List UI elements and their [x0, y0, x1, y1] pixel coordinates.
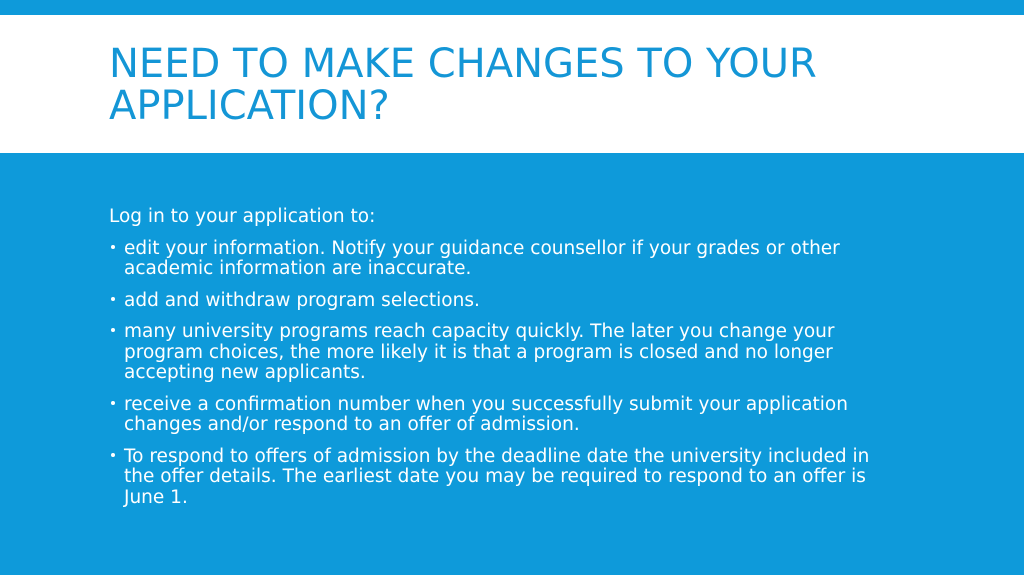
bullet-dot-icon	[111, 453, 115, 457]
bullet-dot-icon	[111, 401, 115, 405]
content-body	[109, 207, 909, 519]
bullet-line: add and withdraw program selections.	[124, 289, 480, 311]
bullet-line: many university programs reach capacity quickly. The later you change your	[124, 321, 835, 342]
bullet-item	[109, 291, 909, 312]
bullet-item	[109, 322, 909, 384]
bullet-line: program choices, the more likely it is that a program is closed and no longer	[124, 341, 833, 363]
bullet-item	[109, 447, 909, 509]
bullet-line: changes and/or respond to an offer of admission.	[124, 414, 580, 435]
bullet-dot-icon	[111, 328, 115, 332]
bullet-line: receive a confirmation number when you successfully submit your application	[124, 393, 848, 415]
bullet-dot-icon	[111, 245, 115, 249]
page-title	[109, 43, 969, 127]
bullet-line: accepting new applicants.	[124, 362, 366, 383]
title-line: NEED TO MAKE CHANGES TO YOUR	[109, 41, 817, 87]
bullet-line: academic information are inaccurate.	[124, 258, 472, 279]
title-line: APPLICATION?	[109, 83, 390, 129]
intro-text: Log in to your application to:	[109, 206, 376, 227]
bullet-item	[109, 239, 909, 280]
bullet-list	[109, 239, 909, 509]
bullet-dot-icon	[111, 297, 115, 301]
bullet-line: June 1.	[124, 486, 188, 508]
bullet-item	[109, 395, 909, 436]
bullet-line: edit your information. Notify your guidance counsellor if your grades or other	[124, 237, 840, 259]
bullet-line: To respond to offers of admission by the deadline date the university included in	[124, 445, 870, 467]
bullet-line: the offer details. The earliest date you may be required to respond to an offer is	[124, 466, 866, 487]
